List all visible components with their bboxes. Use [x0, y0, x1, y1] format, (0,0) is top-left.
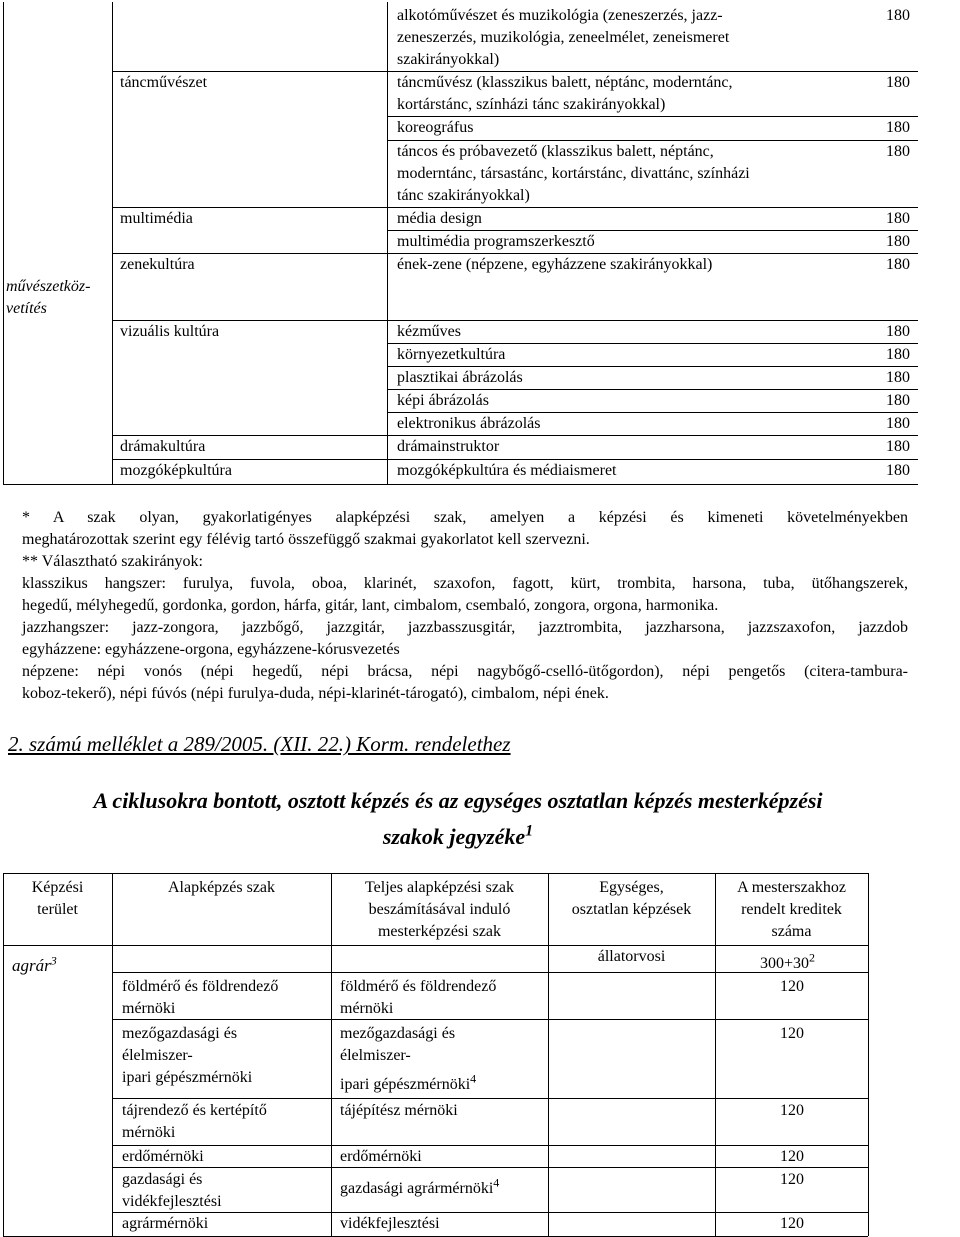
master-line: erdőmérnöki [340, 1148, 422, 1165]
field-name: drámakultúra [120, 438, 206, 455]
spec-line: alkotóművészet és muzikológia (zeneszerzés, jazz- [397, 7, 723, 24]
bachelor-line: élelmiszer- [122, 1047, 193, 1064]
field-name: mozgóképkultúra [120, 462, 232, 479]
master-line: ipari gépészmérnöki$^4$ [340, 1071, 477, 1093]
field-name: táncművészet [120, 74, 208, 91]
credits-value: 180 [886, 438, 910, 455]
header-credits-line1: A mesterszakhoz [737, 879, 846, 896]
spec-line: táncművész (klasszikus balett, néptánc, moderntánc, [397, 74, 733, 91]
area-agrar: agrár$^3$ [12, 953, 57, 975]
master-line: gazdasági agrármérnöki$^4$ [340, 1175, 500, 1197]
credits-value: 180 [886, 233, 910, 250]
row-divider [112, 1212, 868, 1213]
note-classical-line1: klasszikus hangszer: furulya, fuvola, oboa, klarinét, szaxofon, fagott, kürt, trombita, harsona, tuba, ütőhangszerek, [22, 575, 908, 592]
credits-value: 180 [886, 119, 910, 136]
credits-value: 120 [780, 978, 804, 995]
spec-line: drámainstruktor [397, 438, 500, 455]
spec-line: zeneszerzés, muzikológia, zeneelmélet, zeneismeret [397, 29, 730, 46]
spec-line: koreográfus [397, 119, 474, 136]
table-border-left [3, 873, 4, 1236]
table-border-column [548, 873, 549, 1236]
credits-value: 180 [886, 369, 910, 386]
master-line: földmérő és földrendező [340, 978, 497, 995]
credits-value: 180 [886, 415, 910, 432]
credits-value: 120 [780, 1148, 804, 1165]
area-label-line2: vetítés [6, 300, 47, 317]
table-border-right [868, 873, 869, 1236]
area-label-line1: művészetköz- [6, 278, 91, 295]
note-double-star: ** Választható szakirányok: [22, 553, 203, 570]
credits-value: 120 [780, 1102, 804, 1119]
note-folk-line1: népzene: népi vonós (népi hegedű, népi brácsa, népi nagybőgő-cselló-ütőgordon), népi pengetős (citera-tambura- [22, 663, 908, 680]
note-church: egyházzene: egyházzene-orgona, egyházzene-kórusvezetés [22, 641, 400, 658]
credits-value: 120 [780, 1215, 804, 1232]
bachelor-line: mezőgazdasági és [122, 1025, 238, 1042]
spec-line: plasztikai ábrázolás [397, 369, 523, 386]
table-border-left [3, 2, 4, 484]
header-area-line2: terület [37, 901, 78, 918]
credits-value: 180 [886, 462, 910, 479]
bachelor-line: földmérő és földrendező [122, 978, 279, 995]
spec-line: multimédia programszerkesztő [397, 233, 595, 250]
row-divider [112, 1098, 868, 1099]
bachelor-line: vidékfejlesztési [122, 1193, 222, 1210]
credits-value: 180 [886, 74, 910, 91]
row-divider [112, 435, 918, 436]
bachelor-line: gazdasági és [122, 1171, 203, 1188]
credits-value: 180 [886, 210, 910, 227]
header-master-line3: mesterképzési szak [377, 923, 502, 940]
note-jazz: jazzhangszer: jazz-zongora, jazzbőgő, jazzgitár, jazzbasszusgitár, jazztrombita, jazzharsona, jazzszaxofon, jazzdob [22, 619, 908, 636]
credits-value: 180 [886, 346, 910, 363]
bachelor-line: agrármérnöki [122, 1215, 209, 1232]
field-name: multimédia [120, 210, 193, 227]
table-border-top [3, 873, 868, 874]
master-line: mérnöki [340, 1000, 394, 1017]
header-credits-line2: rendelt kreditek [741, 901, 842, 918]
header-master-line1: Teljes alapképzési szak [364, 879, 515, 896]
table-border-column [112, 873, 113, 1236]
table-border-column [112, 2, 113, 484]
row-divider [112, 1145, 868, 1146]
spec-line: elektronikus ábrázolás [397, 415, 541, 432]
header-area-line1: Képzési [31, 879, 84, 896]
title-line1: A ciklusokra bontott, osztott képzés és az egységes osztatlan képzés mesterképzési [93, 788, 823, 813]
table-border-bottom [112, 484, 918, 485]
row-divider [112, 207, 918, 208]
spec-line: képi ábrázolás [397, 392, 489, 409]
spec-line: média design [397, 210, 482, 227]
credits-value: 180 [886, 323, 910, 340]
spec-line: ének-zene (népzene, egyházzene szakirányokkal) [397, 256, 713, 273]
header-credits-line3: száma [771, 923, 812, 940]
spec-line: környezetkultúra [397, 346, 506, 363]
header-divider [3, 945, 868, 946]
credits-value: 180 [886, 392, 910, 409]
spec-line: moderntánc, társastánc, kortárstánc, divattánc, színházi [397, 165, 750, 182]
note-folk-line2: koboz-tekerő), népi fúvós (népi furulya-duda, népi-klarinét-tárogató), cimbalom, népi ének. [22, 685, 609, 702]
note-star-line2: meghatározottak szerint egy félévig tartó összefüggő szakmai gyakorlatot kell szervezni. [22, 531, 590, 548]
credits-value: 180 [886, 256, 910, 273]
field-name: zenekultúra [120, 256, 195, 273]
row-divider [112, 1019, 868, 1020]
note-star-line1: * A szak olyan, gyakorlatigényes alapképzési szak, amelyen a képzési és kimeneti követelményekben [22, 509, 908, 526]
row-divider [112, 320, 918, 321]
credits-value: 180 [886, 7, 910, 24]
spec-line: táncos és próbavezető (klasszikus balett, néptánc, [397, 143, 714, 160]
bachelor-line: tájrendező és kertépítő [122, 1102, 267, 1119]
spec-line: mozgóképkultúra és médiaismeret [397, 462, 617, 479]
field-name: vizuális kultúra [120, 323, 220, 340]
header-bachelor: Alapképzés szak [167, 879, 276, 896]
spec-line: tánc szakirányokkal) [397, 187, 530, 204]
annex-reference: 2. számú melléklet a 289/2005. (XII. 22.) Korm. rendelethez [8, 732, 511, 756]
header-master-line2: beszámításával induló [368, 901, 511, 918]
credits-value: 120 [780, 1025, 804, 1042]
master-line: mezőgazdasági és [340, 1025, 456, 1042]
bachelor-line: mérnöki [122, 1124, 176, 1141]
unified-name: állatorvosi [597, 948, 666, 965]
unified-credits: $300+30^2$ [760, 950, 816, 972]
credits-value: 180 [886, 143, 910, 160]
bachelor-line: erdőmérnöki [122, 1148, 204, 1165]
master-line: tájépítész mérnöki [340, 1102, 458, 1119]
title-line2: szakok jegyzéke$^1$ [382, 822, 534, 849]
spec-line: szakirányokkal) [397, 51, 500, 68]
note-classical-line2: hegedű, mélyhegedű, gordonka, gordon, hárfa, gitár, lant, cimbalom, csembaló, zongora, orgona, harmonika. [22, 597, 719, 614]
row-divider [112, 1167, 868, 1168]
table-border-bottom [3, 484, 112, 485]
master-line: élelmiszer- [340, 1047, 411, 1064]
bachelor-line: mérnöki [122, 1000, 176, 1017]
header-unified-line2: osztatlan képzések [571, 901, 692, 918]
header-unified-line1: Egységes, [599, 879, 664, 896]
row-divider [112, 972, 868, 973]
master-line: vidékfejlesztési [340, 1215, 440, 1232]
spec-line: kortárstánc, színházi tánc szakirányokkal) [397, 96, 666, 113]
bachelor-line: ipari gépészmérnöki [122, 1069, 253, 1086]
credits-value: 120 [780, 1171, 804, 1188]
spec-line: kézműves [397, 323, 461, 340]
